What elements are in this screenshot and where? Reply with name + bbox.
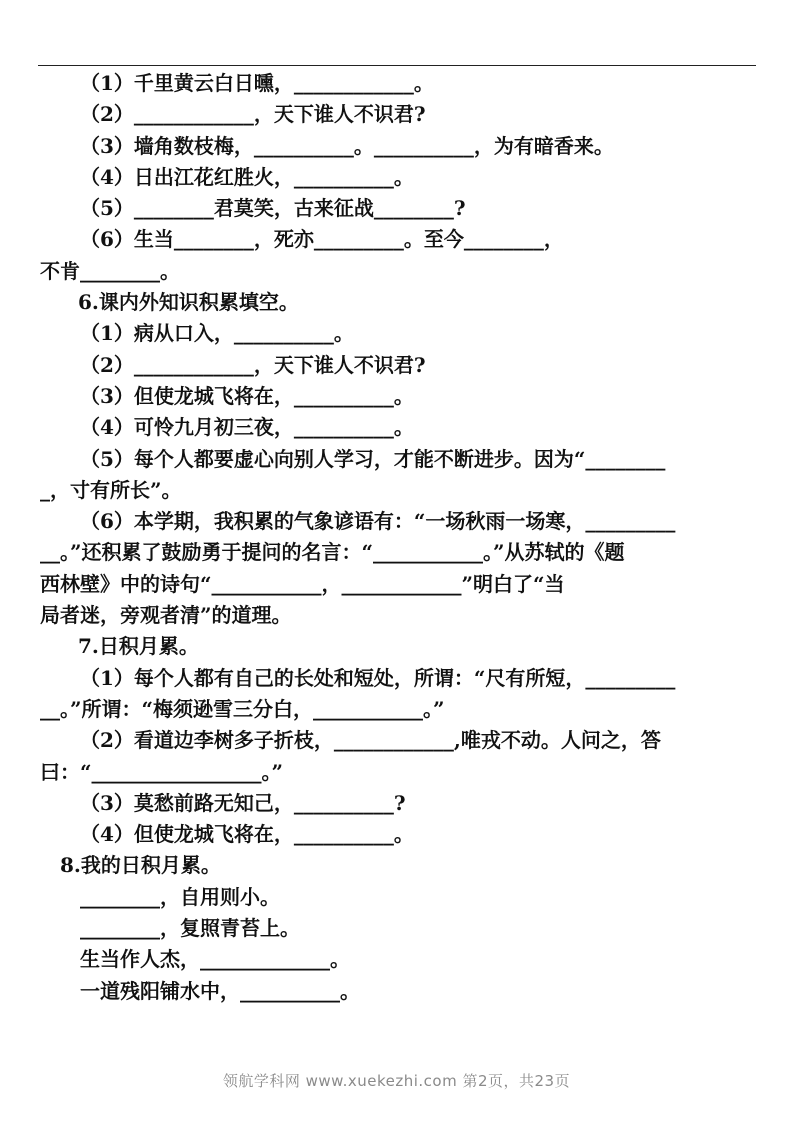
text-line: （6）生当________，死亦_________。至今________， bbox=[80, 227, 564, 252]
text-line: （1）每个人都有自己的长处和短处，所谓：“尺有所短，_________ bbox=[80, 665, 676, 690]
text-line: （3）莫愁前路无知己，__________? bbox=[80, 790, 406, 815]
text-line: 西林壁》中的诗句“___________，____________”明白了“当 bbox=[40, 571, 565, 596]
watermark: 领航学科网 www.xuekezhi.com bbox=[222, 1072, 458, 1090]
page-footer bbox=[0, 1070, 793, 1091]
text-line: 一道残阳铺水中，__________。 bbox=[80, 978, 360, 1003]
section-heading: 6.课内外知识积累填空。 bbox=[78, 290, 299, 315]
text-line: 局者迷，旁观者清”的道理。 bbox=[40, 603, 292, 628]
text-line: ________，自用则小。 bbox=[80, 884, 280, 909]
text-line: 曰：“_________________。” bbox=[40, 759, 284, 784]
section-heading: 7.日积月累。 bbox=[78, 634, 199, 659]
text-line: （1）千里黄云白日曛，____________。 bbox=[80, 71, 434, 95]
text-line: （3）墙角数枝梅，__________。__________，为有暗香来。 bbox=[80, 133, 614, 158]
page-number: 第2页，共23页 bbox=[462, 1072, 571, 1090]
section-heading: 8.我的日积月累。 bbox=[60, 853, 221, 878]
text-line: （3）但使龙城飞将在，__________。 bbox=[80, 383, 414, 408]
worksheet-body bbox=[36, 68, 758, 1007]
top-divider bbox=[38, 65, 756, 66]
text-line: （5）________君莫笑，古来征战________? bbox=[80, 196, 466, 221]
text-line: （5）每个人都要虚心向别人学习，才能不断进步。因为“________ bbox=[80, 446, 666, 471]
text-line: 不肯________。 bbox=[40, 258, 180, 283]
text-line: （2）看道边李树多子折枝，____________,唯戎不动。人问之，答 bbox=[80, 728, 661, 753]
text-line: （4）可怜九月初三夜，__________。 bbox=[80, 415, 414, 440]
text-line: （2）____________，天下谁人不识君? bbox=[80, 352, 426, 377]
text-line: ________，复照青苔上。 bbox=[80, 916, 300, 941]
text-line: __。”所谓：“梅须逊雪三分白，___________。” bbox=[40, 696, 445, 721]
text-line: （2）____________，天下谁人不识君? bbox=[80, 102, 426, 127]
text-line: （4）日出江花红胜火，__________。 bbox=[80, 164, 414, 189]
text-line: __。”还积累了鼓励勇于提问的名言：“___________。”从苏轼的《题 bbox=[40, 540, 625, 565]
text-line: 生当作人杰，_____________。 bbox=[80, 947, 350, 972]
text-line: （1）病从口入，__________。 bbox=[80, 321, 354, 346]
text-line: （6）本学期，我积累的气象谚语有：“一场秋雨一场寒，_________ bbox=[80, 509, 676, 534]
text-line: _，寸有所长”。 bbox=[40, 477, 182, 502]
text-line: （4）但使龙城飞将在，__________。 bbox=[80, 822, 414, 847]
